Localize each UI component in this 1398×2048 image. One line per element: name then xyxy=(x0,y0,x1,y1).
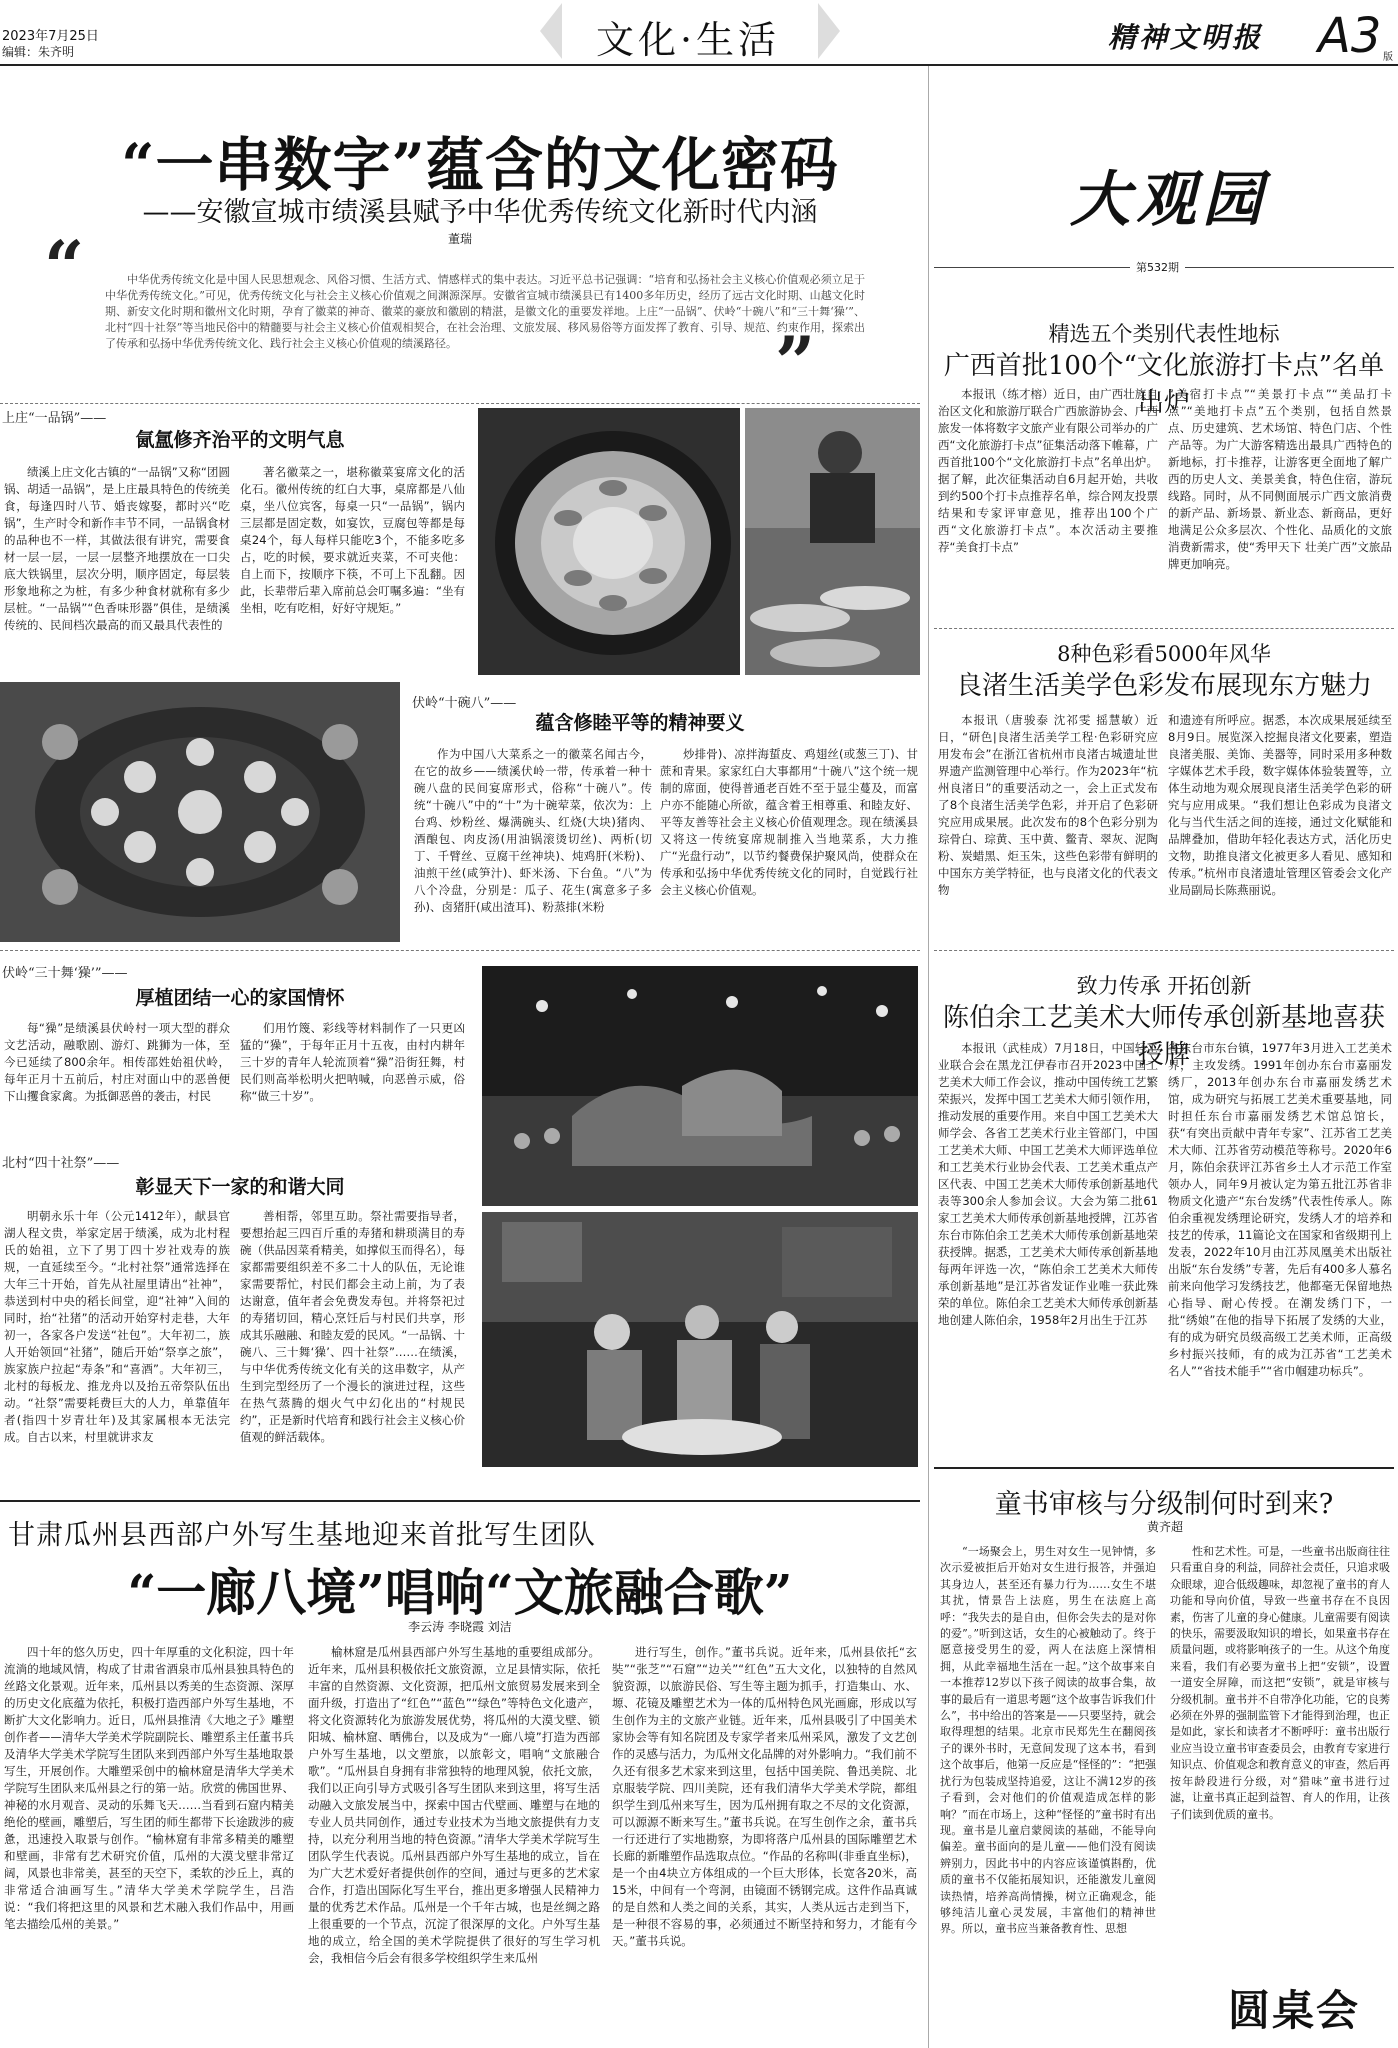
sec4-col1: 明朝永乐十年（公元1412年），献县官湖人程文贵，举家定居于绩溪，成为北村程氏的始祖，立下了男丁四十岁社戏寿的族规，一直延续至今。“北村社祭”通常选择在大年三十开始，首先从社屋里请出“社神”，恭送到村中央的稻长间堂，迎“社神”入间的同时，抬“社猪”的活动开始穿村走巷，大年初一，各家各户发送“社包”。大年初二，族人开始领回“社猪”，随后开始“祭享之旅”，族家族户拉起“寿条”和“喜酒”。大年初三，北村的每板龙、推龙舟以及抬五帝祭队伍出动。“社祭”需要耗费巨大的人力，单靠值年者(指四十岁青壮年)及其家属根本无法完成。自古以来，村里就讲求友 xyxy=(4,1209,230,1444)
gansu-col3: 进行写生，创作。”董书兵说。近年来，瓜州县依托“玄奘”“张芝”“石窟”“边关”“红色”五大文化，以独特的自然风貌资源，以旅游民俗、写生等主题为抓手，打造集山、水、塬、花镜及雕塑艺术为一体的瓜州特色风光画廊，形成以写生创作为主的文旅产业链。近年来，瓜州县吸引了中国美术家协会等有知名院团及专家学者来瓜州采风，激发了文艺创作的灵感与活力，为瓜州文化品牌的对外影响力。“我们前不久还有很多艺术家来到这里，包括中国美院、鲁迅美院、北京服装学院、四川美院，还有我们清华大学美术学院，都组织学生到瓜州来写生，因为瓜州拥有取之不尽的文化资源，可以源源不断来写生。”董书兵说。在写生创作之余，董书兵一行还进行了实地勘察，为即将落户瓜州县的国际雕塑艺术长廊的新雕塑作品选取点位。“作品的名称叫(非垂直坐标)，是一个由4块立方体组成的一个巨大形体，长宽各20米，高15米，中间有一个弯洞，由镜面不锈钢完成。这件作品真诚的是自然和人类之间的关系，其实，人类从远古走到当下，是一种很不容易的事，必须通过不断坚持和努力，才能有今天。”董书兵说。 xyxy=(612,1645,917,1948)
masthead-rule xyxy=(0,64,1398,66)
gansu-top-rule xyxy=(0,1500,920,1502)
sec1-col1: 绩溪上庄文化古镇的“一品锅”又称“团圆锅、胡适一品锅”，是上庄最具特色的传统美食，每逢四时八节、婚丧嫁娶，都时兴“吃锅”，生产时令和新作丰节不同，一品锅食材的品种也不一样，其做法很有讲究，需要食材一层一层，一层一层整齐地摆放在一口尖底大铁锅里，层次分明，顺序固定，每层装形象地称之为桩，有多少种食材就称有多少层桩。“一品锅”“色香味形器”俱佳，是绩溪传统的、民间档次最高的而又最具代表性的 xyxy=(4,465,230,632)
photo-shezhi-procession xyxy=(482,1212,918,1467)
sec3-label: 伏岭“三十舞‘𤢖’”—— xyxy=(2,966,128,981)
column-name-logo: 大观园 xyxy=(1070,165,1268,235)
sec1-title: 氤氲修齐治平的文明气息 xyxy=(135,429,345,451)
corner-label: 圆桌会 xyxy=(1222,1978,1366,2038)
a4-col2: 性和艺术性。可是，一些童书出版商往往只看重自身的利益，同辞社会责任，只追求吸众眼球，迎合低级趣味，却忽视了童书的育人功能和导向价值，导致一些童书存在不良因素，伤害了儿童的身心健康。儿童需要有阅读的快乐，需要汲取知识的增长，如果童书存在质量问题，或将影响孩子的一生。从这个角度来看，我们有必要为童书上把“安锁”，设置一道安全屏障，而这把“安锁”，就是审核与分级机制。童书并不自带净化功能，它的良莠必须在外界的强制监管下才能得到治理，也正是如此，家长和读者才不断呼吁：童书出版行业应当设立童书审查委员会，由教育专家进行知识点、价值观念和教育意义的审查，然后再按年龄段进行分级，对“猎味”童书进行过滤，让童书真正起到益智、育人的作用，让孩子们读到优质的童书。 xyxy=(1170,1545,1390,1821)
a3-headline: 陈伯余工艺美术大师传承创新基地喜获授牌 xyxy=(942,1003,1385,1070)
quote-open-icon: “ xyxy=(44,225,85,308)
paper-name: 精神文明报 xyxy=(1108,21,1264,54)
page-suffix: 版 xyxy=(1383,52,1393,63)
sec2-title: 蕴含修睦平等的精神要义 xyxy=(535,712,745,734)
lead-subheadline: ——安徽宣城市绩溪县赋予中华优秀传统文化新时代内涵 xyxy=(142,197,818,228)
sec2-col1: 作为中国八大菜系之一的徽菜名闻古今，在它的故乡——绩溪伏岭一带，传承着一种十碗八盘的民间宴席形式，俗称“十碗八”。传统“十碗八”中的“十”为十碗荤菜，依次为：上台鸡、炒粉丝、爆满碗头、红烧(大块)猪肉、酒酿包、肉皮汤(用油锅滚烫切丝)、两析(切丁、千臂丝、豆腐干丝神块)、炖鸡肝(米粉)、油煎干丝(咸笋汁)、虾米汤、下台鱼。“八”为八个冷盘，分别是：瓜子、花生(寓意多子多孙)、卤猪肝(咸出渣耳)、粉蒸排(米粉 xyxy=(414,747,652,914)
a1-kicker: 精选五个类别代表性地标 xyxy=(1048,322,1280,346)
sec1-col2: 著名徽菜之一，堪称徽菜宴席文化的活化石。徽州传统的红白大事，桌席都是八仙桌，坐八位宾客，每桌一只“一品锅”，锅内三层都是固定数，如宴饮，豆腐包等都是每桌24个，每人每样只能吃3个，不能多吃多占，吃的时候，要求就近夹菜，不可夹他：自上而下，按顺序下筷，不可上下乱翻。因此，长辈带后辈入席前总会叮嘱多遍：“坐有坐相，吃有吃相，好好守规矩。” xyxy=(240,465,465,615)
section-banner xyxy=(540,3,840,62)
a1-col1: 本报讯（练才榕）近日，由广西壮族自治区文化和旅游厅联合广西旅游协会、广西旅发一体将数字文旅产业有限公司举办的广西“文化旅游打卡点”征集活动落下帷幕，广西首批100个“文化旅游打卡点”名单出炉。据了解，此次征集活动自6月起开始，共收到约500个打卡点推荐名单，综合网友投票结果和专家评审意见，推荐出100个广西“文化旅游打卡点”。本次活动主要推荐“美食打卡点” xyxy=(938,387,1158,554)
issue-number: 第532期 xyxy=(1130,259,1185,275)
sec1-label: 上庄“一品锅”—— xyxy=(2,411,107,426)
a4-col1: “一场聚会上，男生对女生一见钟情，多次示爱被拒后开始对女生进行报答，并强迫其身边人，甚至还有暴力行为……女生不堪其扰，情景告上法庭，男生在法庭上高呼：“我失去的是自由，但你会失去的是对你的爱”。”听到这话，女生的心被触动了。终于愿意接受男生的爱，两人在法庭上深情相拥，从此幸福地生活在一起。”这个故事来自一本推荐12岁以下孩子阅读的故事合集，故事的最后有一道思考题“这个故事告诉我们什么”，书中给出的答案是——只要坚持，就会取得理想的结果。北京市民郑先生在翻阅孩子的课外书时，无意间发现了这本书，看到这个故事后，他第一反应是“怪怪的”：“把强扰行为包装成坚持追爱，这让不满12岁的孩子看到，会对他们的价值观造成怎样的影响？”而在市场上，这种“怪怪的”童书时有出现。童书是儿童启蒙阅读的基础，不能导向偏差。童书面向的是儿童——他们没有阅读辨别力，因此书中的内容应该谨慎斟酌，优质的童书不仅能拓展知识，还能激发儿童阅读热情，培养高尚情操，树立正确观念，能够纯洁儿童心灵发展，丰富他们的精神世界。所以，童书应当兼备教育性、思想 xyxy=(940,1545,1156,1936)
photo-shiwanba-table xyxy=(0,682,400,942)
sec4-col2: 善相帮，邻里互助。祭社需要指导者，要想抬起三四百斤重的寿猪和耕琐满目的寿碗（供品因菜肴精美，如撑似玉而得名），每家都需要组织差不多二十人的队伍，无论谁家需要帮忙，村民们都会主动上前，为了表达谢意，值年者会免费发寿包。并将祭祀过的寿猪切回，精心烹饪后与村民们共享，形成其乐融融、和睦友爱的民风。“一品锅、十碗八、三十舞‘𤢖’、四十社祭”……在绩溪，与中华优秀传统文化有关的这串数字，从产生到完型经历了一个漫长的演进过程，这些在热气蒸腾的烟火气中幻化出的“村规民约”，正是新时代培育和践行社会主义核心价值观的鲜活载体。 xyxy=(240,1209,465,1444)
divider xyxy=(934,950,1394,951)
gansu-col1: 四十年的悠久历史，四十年厚重的文化积淀，四十年流淌的地域风情，构成了甘肃省酒泉市瓜州县独具特色的丝路文化景观。近年来，瓜州县以秀美的生态资源、深厚的历史文化底蕴为依托，积极打造西部户外写生基地，不断扩大文化影响力。近日，瓜州县推清《大地之子》雕塑创作者——清华大学美术学院副院长、雕塑系主任董书兵及清华大学美术学院写生团队来到西部户外写生基地取景写生，开展创作。大雕塑采创中的榆林窟是清华大学美术学院写生团队来瓜州县之行的第一站。欣赏的佛国世界、神秘的水月观音、灵动的乐舞飞天……当看到石窟内精美绝伦的壁画，雕塑后，写生团的师生都带下长途跋涉的疲惫，迅速投入取景与创作。“榆林窟有非常多精美的雕塑和壁画，非常有艺术研究价值，瓜州的大漠戈壁非常辽阔，风景也非常美，甚至的天空下，柔软的沙丘上，真的非常适合油画写生。”清华大学美术学院学生，吕浩说：“我们将把这里的风景和艺术融入我们作品中，用画笔去描绘瓜州的美景。” xyxy=(4,1645,294,1931)
column-divider xyxy=(928,66,929,2048)
page-number: A3 xyxy=(1318,8,1382,64)
sec4-title: 彰显天下一家的和谐大同 xyxy=(135,1176,345,1198)
a4-top-rule xyxy=(934,1467,1394,1469)
a1-headline: 广西首批100个“文化旅游打卡点”名单出炉 xyxy=(943,351,1385,418)
a2-kicker: 8种色彩看5000年风华 xyxy=(1057,642,1271,666)
banner-chevron-icon xyxy=(818,3,840,59)
sec2-label: 伏岭“十碗八”—— xyxy=(412,696,517,711)
sec3-col1: 每“𤢖”是绩溪县伏岭村一项大型的群众文艺活动，融歌剧、游灯、跳狮为一体，至今已延续了800余年。相传邵姓始祖伏岭，每年正月十五前后，村庄对面山中的恶兽便下山攫食家禽。为抵御恶兽的袭击，村民 xyxy=(4,1021,230,1103)
divider xyxy=(0,950,920,951)
a1-col2: “美宿打卡点”“美景打卡点”“美品打卡点”“美地打卡点”五个类别，包括自然景点、历史建筑、艺术场馆、特色门店、个性产品等。为广大游客精选出最具广西特色的新地标，打卡推荐，让游客更全面地了解广西的历史人文、美景美食，特色住宿，游玩线路。同时，从不同侧面展示广西文旅消费的新产品、新场景、新业态、新商品，更好地满足公众多层次、个性化、品质化的文旅消费新需求，使“秀甲天下 壮美广西”文旅品牌更加响亮。 xyxy=(1168,387,1392,571)
masthead-editor: 编辑：朱齐明 xyxy=(2,45,75,59)
lead-intro: 中华优秀传统文化是中国人民思想观念、风俗习惯、生活方式、情感样式的集中表达。习近平总书记强调：“培育和弘扬社会主义核心价值观必须立足于中华优秀传统文化。”可见，优秀传统文化与社会主义核心价值观之间渊源深厚。安徽省宣城市绩溪县已有1400多年历史，经历了远古文化时期、山越文化时期、新安文化时期和徽州文化时期，孕育了徽菜的神奇、徽菜的豪放和徽剧的精湛，是徽文化的重要发祥地。上庄“一品锅”、伏岭“十碗八”和“三十舞‘𤢖’”、北村“四十社祭”等当地民俗中的精髓要与社会主义核心价值观相契合，在社会治理、文旅发展、移风易俗等方面发挥了教育、引导、规范、约束作用，探索出了传承和弘扬中华优秀传统文化、践行社会主义核心价值观的绩溪路径。 xyxy=(105,273,865,350)
gansu-headline: “一廊八境”唱响“文旅融合歌” xyxy=(127,1563,793,1622)
sec3-col2: 们用竹篾、彩线等材料制作了一只更凶猛的“𤢖”，于每年正月十五夜，由村内耕年三十岁的青年人轮流顶着“𤢖”沿街狂舞，村民们则高举松明火把呐喊，向恶兽示威，俗称“做三十岁”。 xyxy=(240,1021,465,1103)
sec2-col2: 炒排骨)、凉拌海蜇皮、鸡翅丝(或葱三丁)、甘蔗和青果。家家红白大事都用“十碗八”这个统一规制的席面，使得普通老百姓不至于显尘蔓及，而富户亦不能随心所欲，蕴含着王相尊重、和睦友好、平等友善等社会主义核心价值观理念。现在绩溪县又将这一传统宴席规制推入当地菜系，大力推广“光盘行动”，以节约餐费保护聚风尚，使群众在传承和弘扬中华优秀传统文化的同时，自觉践行社会主义核心价值观。 xyxy=(660,747,918,897)
photo-yipinguo-cooking xyxy=(745,408,920,675)
lead-headline: “一串数字”蕴含的文化密码 xyxy=(121,131,839,199)
a2-col1: 本报讯（唐骏泰 沈祁雯 摇慧敏）近日，“研色|良渚生活美学工程·色彩研究应用发布会”在浙江省杭州市良渚古城遗址世界遗产监测管理中心举行。作为2023年“杭州良渚日”的重要活动之一，会上正式发布了8个良渚生活美学色彩，并开启了色彩研究应用成果展。此次发布的8个色彩分别为琮骨白、琮黄、玉中黄、鳖青、翠灰、泥陶粉、炭蜡黑、炬玉朱，这些色彩带有鲜明的中国东方美学特征，也与良渚文化的代表文物 xyxy=(938,713,1158,897)
sec4-label: 北村“四十社祭”—— xyxy=(2,1156,120,1171)
sec3-title: 厚植团结一心的家国情怀 xyxy=(135,987,345,1009)
gansu-byline: 李云涛 李晓霞 刘洁 xyxy=(408,1620,512,1634)
a2-headline: 良渚生活美学色彩发布展现东方魅力 xyxy=(955,671,1372,701)
masthead-date: 2023年7月25日 xyxy=(2,29,99,44)
a2-col2: 和遗迹有所呼应。据悉，本次成果展延续至8月9日。展览深入挖掘良渚文化要素，塑造良渚美服、美饰、美器等，同时采用多种数字媒体艺术手段，数字媒体体验装置等，立体生动地为观众展现良渚生活美学色彩的研究与应用成果。“我们想让色彩成为良渚文化与当代生活之间的连接，通过文化赋能和品牌叠加，借助年轻化表达方式，活化历史文物，助推良渚文化被更多人看见、感知和传承。”杭州市良渚遗址管理区管委会文化产业局副局长陈燕丽说。 xyxy=(1168,713,1392,897)
a3-col2: 省东台市东台镇，1977年3月进入工艺美术界，主攻发绣。1991年创办东台市嘉丽发绣厂，2013年创办东台市嘉丽发绣艺术馆，成为研究与拓展工艺美术重要基地，同时担任东台市嘉丽发绣艺术馆总馆长，获“有突出贡献中青年专家”、江苏省工艺美术大师、江苏省劳动模范等称号。2020年6月，陈伯余获评江苏省乡土人才示范工作室领办人，同年9月被认定为第五批江苏省非物质文化遗产“东台发绣”代表性传承人。陈伯余重视发绣理论研究，发绣人才的培养和技艺的传承，11篇论文在国家和省级期刊上发表，2022年10月由江苏凤凰美术出版社出版“东台发绣”专著，先后有400多人慕名前来向他学习发绣技艺，他都毫无保留地热心指导、耐心传授。在潮发绣门下，一批“绣娘”在他的指导下拓展了发绣的大业，有的成为研究员级高级工艺美术师，正高级乡村振兴技师，有的成为江苏省“工艺美术名人”“省技术能手”“省巾帼建功标兵”。 xyxy=(1168,1041,1392,1378)
gansu-kicker: 甘肃瓜州县西部户外写生基地迎来首批写生团队 xyxy=(8,1520,596,1551)
section-title: 文化·生活 xyxy=(595,18,781,62)
a3-kicker: 致力传承 开拓创新 xyxy=(1076,974,1252,998)
divider xyxy=(0,403,920,404)
a4-headline: 童书审核与分级制何时到来? xyxy=(994,1489,1334,1520)
quote-close-icon: ” xyxy=(775,321,816,404)
gansu-col2: 榆林窟是瓜州县西部户外写生基地的重要组成部分。近年来，瓜州县积极依托文旅资源，立足县情实际，依托丰富的自然资源、文化资源，把瓜州文旅贸易发展来到全面升级，打造出了“红色”“蓝色”“绿色”等特色文化遗产，将文化资源转化为旅游发展优势，将瓜州的大漠戈壁、锁阳城、榆林窟、晒佛台，以及成为“一廊八境”打造为西部户外写生基地，以文塑旅，以旅彰文，唱响“文旅融合歌”。“瓜州县自身拥有非常独特的地理风貌，依托文旅，我们以正向引导方式吸引各写生团队来到这里，将写生活动融入文旅发展当中，探索中国古代壁画、雕塑与在地的专业人员共同创作，通过专业技术为当地文旅提供有力支持，以充分利用当地的特色资源。”清华大学美术学院写生团队学生代表说。瓜州县西部户外写生基地的成立，旨在为广大艺术爱好者提供创作的空间，通过与更多的艺术家合作，打造出国际化写生平台，推出更多增强人民精神力量的优秀艺术作品。瓜州是一个千年古城，也是丝绸之路上很重要的一个节点，沉淀了很深厚的文化。户外写生基地的成立，给全国的美术学院提供了很好的写生学习机会，我相信今后会有很多学校组织学生来瓜州 xyxy=(308,1645,600,1965)
a4-byline: 黄齐超 xyxy=(1146,1520,1183,1534)
a3-col1: 本报讯（武桂成）7月18日，中国轻工业联合会在黑龙江伊春市召开2023中国工艺美术大师工作会议，推动中国传统工艺繁荣振兴，发挥中国工艺美术大师引领作用，推动发展的重要作用。来自中国工艺美术大师学会、各省工艺美术行业主管部门，中国工艺美术大师、中国工艺美术大师评选单位和工艺美术行业协会代表、工艺美术重点产区代表、中国工艺美术大师传承创新基地代表等300余人参加会议。大会为第二批61家工艺美术大师传承创新基地授牌，江苏省东台市陈伯余工艺美术大师传承创新基地荣获授牌。据悉，工艺美术大师传承创新基地每两年评选一次，“陈伯余工艺美术大师传承创新基地”是江苏省发证作业唯一获此殊荣的单位。陈伯余工艺美术大师传承创新基地创建人陈伯余，1958年2月出生于江苏 xyxy=(938,1041,1158,1327)
banner-chevron-icon xyxy=(540,3,562,59)
photo-yipinguo-pot xyxy=(478,408,740,675)
photo-lion-dance-night xyxy=(482,966,918,1206)
divider xyxy=(934,628,1394,629)
lead-byline: 董瑞 xyxy=(447,232,472,246)
